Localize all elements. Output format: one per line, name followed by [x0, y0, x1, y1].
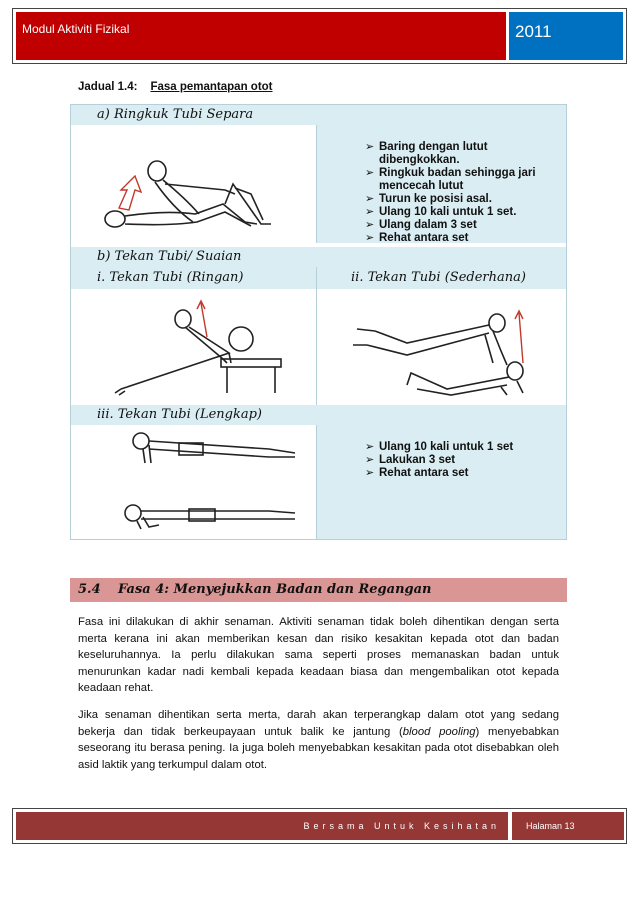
footer-page-number: Halaman 13 — [512, 812, 624, 840]
sub-iii-step: ➢ Lakukan 3 set — [365, 454, 566, 467]
row-a-title: a) Ringkuk Tubi Separa — [97, 107, 254, 122]
section-heading — [70, 578, 567, 602]
sub-i-header — [71, 267, 317, 289]
partial-curl-up-illustration — [75, 128, 315, 240]
header-title: Modul Aktiviti Fizikal — [16, 12, 506, 60]
section-title: Fasa 4: Menyejukkan Badan dan Regangan — [118, 582, 432, 597]
row-a-step: ➢ Baring dengan lutut dibengkokkan. — [365, 141, 566, 167]
row-a-steps — [317, 125, 566, 243]
row-b-header — [71, 247, 566, 267]
paragraph-2 — [78, 707, 559, 773]
sub-ii-header — [317, 267, 566, 289]
paragraph-2-text: Jika senaman dihentikan serta merta, darah akan terperangkap dalam otot yang sedang bekerja dan tidak berkeupayaan untuk balik ke jantung ( — [78, 709, 559, 738]
sub-iii-title: iii. Tekan Tubi (Lengkap) — [97, 407, 262, 422]
full-push-up-illustration — [119, 427, 319, 537]
sub-ii-title: ii. Tekan Tubi (Sederhana) — [351, 270, 526, 285]
table-caption-title: Fasa pemantapan otot — [150, 81, 273, 93]
header-year: 2011 — [509, 12, 623, 60]
exercise-table — [70, 104, 567, 540]
section-number: 5.4 — [78, 582, 101, 597]
sub-iii-steps — [317, 425, 566, 539]
sub-i-image-cell — [71, 289, 317, 405]
sub-iii-image-cell — [71, 425, 317, 539]
table-caption — [78, 81, 273, 93]
row-a-step: ➢ Rehat antara set — [365, 232, 566, 245]
footer-motto: Bersama Untuk Kesihatan — [16, 812, 508, 840]
row-a-step: ➢ Ringkuk badan sehingga jari mencecah lutut — [365, 167, 566, 193]
paragraph-2-italic-term: blood pooling — [402, 725, 476, 738]
row-b-title: b) Tekan Tubi/ Suaian — [97, 249, 242, 264]
sub-ii-image-cell — [317, 289, 566, 405]
row-a-steps-list — [325, 141, 566, 245]
sub-iii-header — [71, 405, 566, 425]
light-push-up-illustration — [111, 293, 311, 403]
sub-iii-step: ➢ Ulang 10 kali untuk 1 set — [365, 441, 566, 454]
moderate-push-up-illustration — [347, 293, 547, 403]
paragraph-2-text-end: ) menyebabkan seseorang itu berasa pening. Ia juga boleh menyebabkan kesakitan pada otot disebabkan oleh asid laktik yang terkumpul dalam otot. — [78, 725, 559, 771]
sub-i-title: i. Tekan Tubi (Ringan) — [97, 270, 244, 285]
row-a-step: ➢ Ulang 10 kali untuk 1 set. — [365, 206, 566, 219]
row-a-header — [71, 105, 566, 125]
row-a-step: ➢ Ulang dalam 3 set — [365, 219, 566, 232]
paragraph-1: Fasa ini dilakukan di akhir senaman. Aktiviti senaman tidak boleh dihentikan dengan serta merta kerana ini akan memberikan kesan dan risiko kesakitan kepada otot dan badan keseluruhannya. Ia perlu dilakukan sama seperti proses memanaskan badan untuk menurunkan kadar nadi kembali kepada keadaan biasa dan mengembalikan otot kepada keadaan rehat. — [78, 616, 559, 694]
row-a-step: ➢ Turun ke posisi asal. — [365, 193, 566, 206]
row-a-image-cell — [71, 125, 317, 243]
sub-iii-step: ➢ Rehat antara set — [365, 467, 566, 480]
table-caption-label: Jadual 1.4: — [78, 81, 138, 93]
sub-iii-steps-list — [325, 441, 566, 480]
